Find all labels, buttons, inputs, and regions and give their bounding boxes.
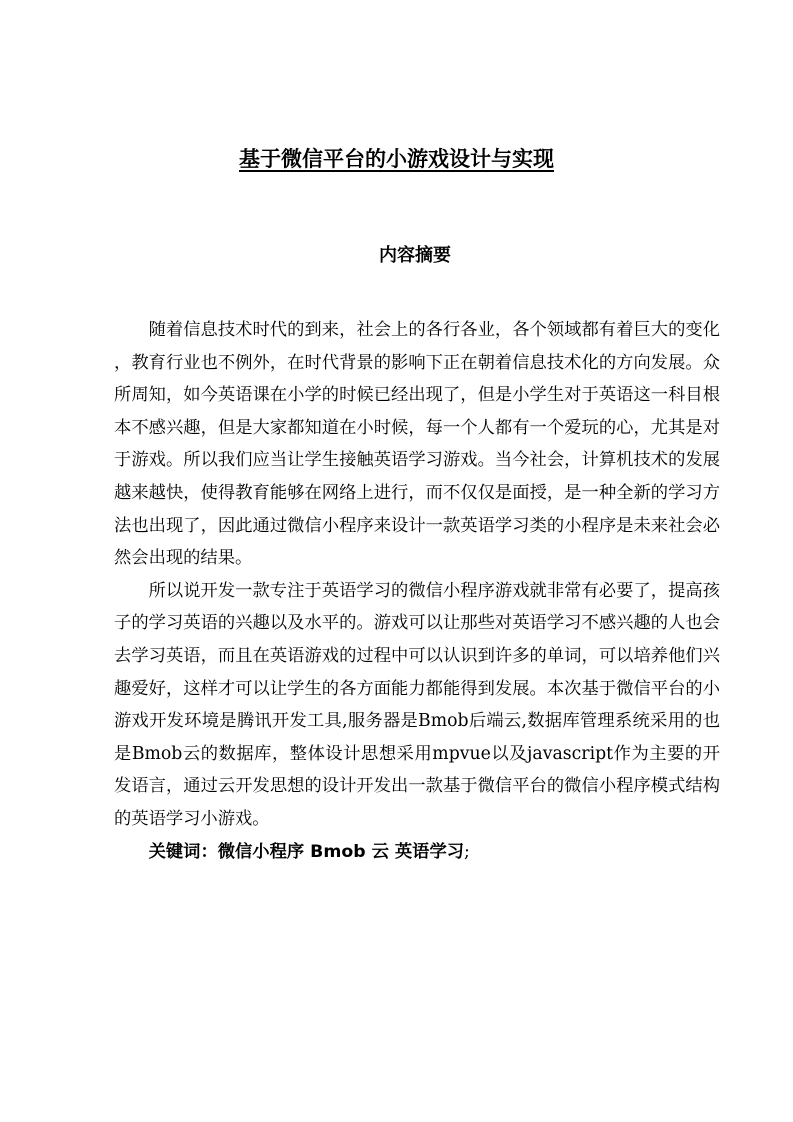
keywords-value: 微信小程序 Bmob 云 英语学习 bbox=[217, 841, 465, 862]
abstract-paragraph-1: 随着信息技术时代的到来，社会上的各行各业，各个领域都有着巨大的变化，教育行业也不例外，在时代背景的影响下正在朝着信息技术化的方向发展。众所周知，如今英语课在小学的时候已经出现了，但是小学生对于英语这一科目根本不感兴趣，但是大家都知道在小时候，每一个人都有一个爱玩的心，尤其是对于游戏。所以我们应当让学生接触英语学习游戏。当今社会，计算机技术的发展越来越快，使得教育能够在网络上进行，而不仅仅是面授，是一种全新的学习方法也出现了，因此通过微信小程序来设计一款英语学习类的小程序是未来社会必然会出现的结果。 bbox=[114, 320, 720, 569]
abstract-heading: 内容摘要 bbox=[379, 245, 451, 266]
document-title-text: 基于微信平台的小游戏设计与实现 bbox=[239, 147, 554, 171]
keywords-label: 关键词： bbox=[148, 841, 218, 862]
document-title bbox=[0, 143, 793, 175]
abstract-paragraph-2: 所以说开发一款专注于英语学习的微信小程序游戏就非常有必要了，提高孩子的学习英语的兴趣以及水平的。游戏可以让那些对英语学习不感兴趣的人也会去学习英语，而且在英语游戏的过程中可以认识到许多的单词，可以培养他们兴趣爱好，这样才可以让学生的各方面能力都能得到发展。本次基于微信平台的小游戏开发环境是腾讯开发工具,服务器是Bmob后端云,数据库管理系统采用的也是Bmob云的数据库，整体设计思想采用mpvue以及javascript作为主要的开发语言，通过云开发思想的设计开发出一款基于微信平台的微信小程序模式结构的英语学习小游戏。 bbox=[114, 580, 720, 829]
keywords-line bbox=[114, 836, 720, 869]
abstract-body bbox=[114, 314, 720, 868]
keywords-end: ; bbox=[464, 841, 470, 862]
